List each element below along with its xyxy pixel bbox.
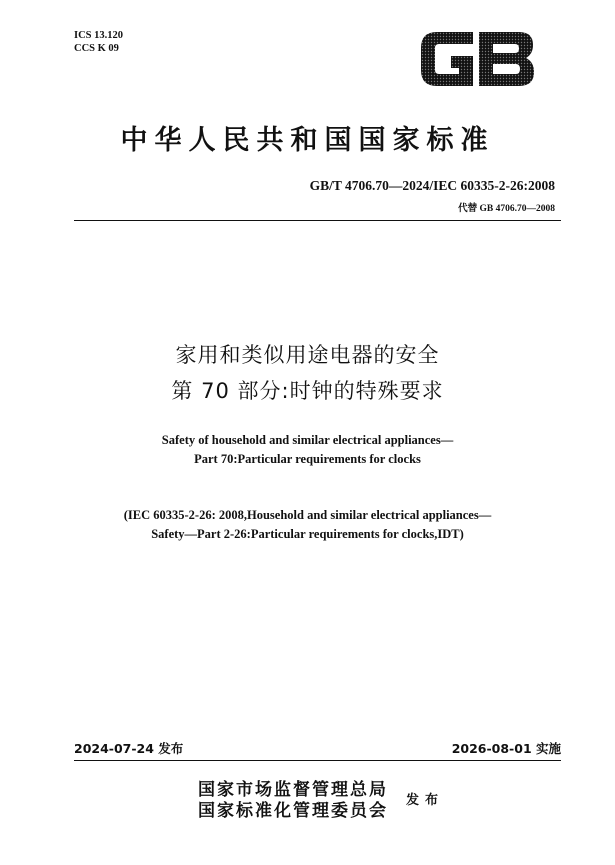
title-en-line2: Part 70:Particular requirements for clocks <box>194 452 421 466</box>
classification-codes <box>74 29 123 55</box>
source-standard-line1: (IEC 60335-2-26: 2008,Household and similar electrical appliances— <box>123 508 492 522</box>
issue-date: 2024-07-24 发布 <box>74 741 184 756</box>
standard-number: GB/T 4706.70—2024/IEC 60335-2-26:2008 <box>309 178 555 193</box>
title-cn-line1: 家用和类似用途电器的安全 <box>175 343 440 367</box>
source-standard-line2: Safety—Part 2-26:Particular requirements for clocks,IDT) <box>151 527 464 541</box>
publish-label: 发布 <box>406 793 445 808</box>
implement-date: 2026-08-01 实施 <box>451 741 561 756</box>
title-en-line1: Safety of household and similar electrical appliances— <box>161 433 454 447</box>
header-divider <box>74 220 561 221</box>
gb-logo <box>415 26 539 92</box>
replaces-standard: 代替 GB 4706.70—2008 <box>458 204 555 214</box>
standard-type-title: 中华人民共和国国家标准 <box>120 125 495 156</box>
issuer-line2: 国家标准化管理委员会 <box>198 801 388 821</box>
title-cn-line2: 第 70 部分:时钟的特殊要求 <box>171 379 444 403</box>
footer-divider <box>74 760 561 761</box>
issuer-line1: 国家市场监督管理总局 <box>198 780 388 800</box>
ics-code: ICS 13.120 <box>74 30 124 41</box>
ccs-code: CCS K 09 <box>74 43 119 54</box>
